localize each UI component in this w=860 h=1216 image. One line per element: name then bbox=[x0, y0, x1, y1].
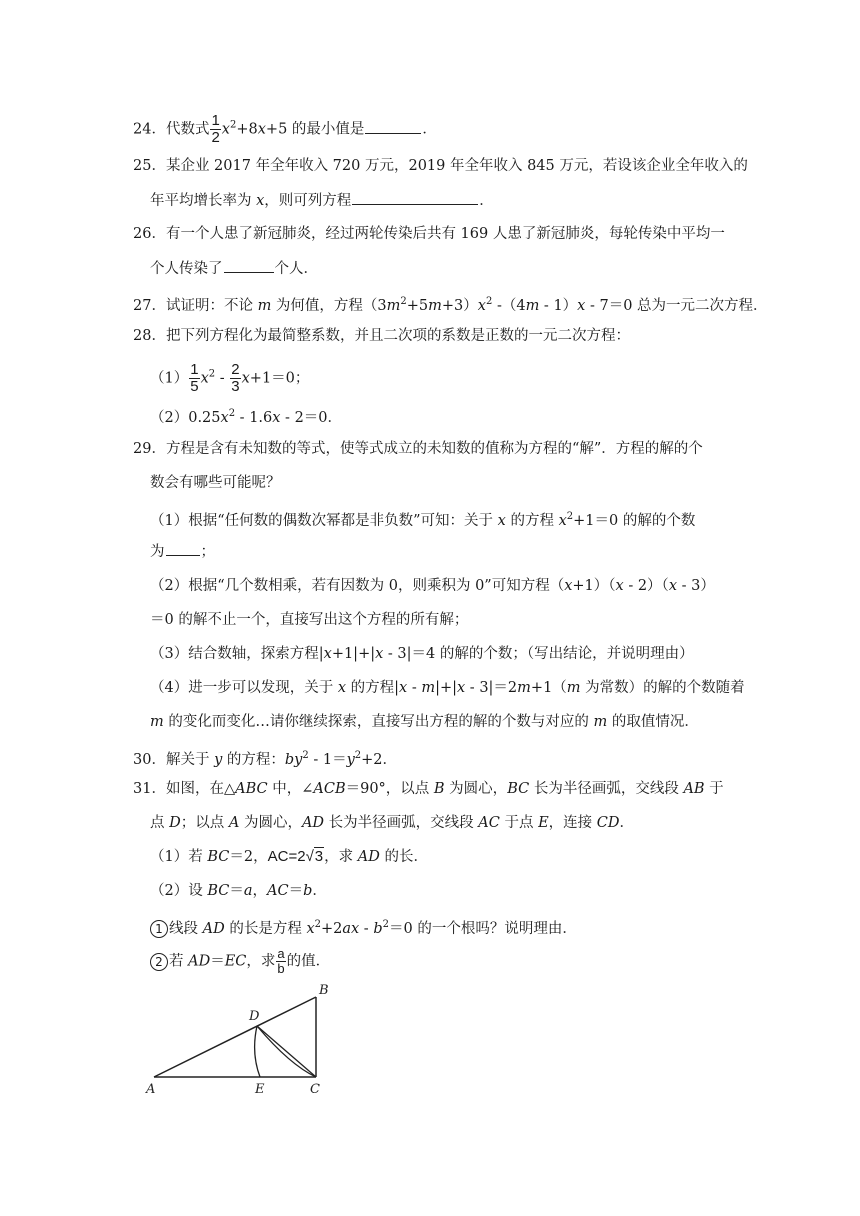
question-24: 24．代数式 $\frac{1}{2}$ $x^2+8x+5$ 的最小值是 ． bbox=[133, 112, 437, 146]
answer-blank bbox=[166, 541, 200, 556]
question-30: 30．解关于 y 的方程：$by^2 - 1=y^2+2$． bbox=[133, 750, 398, 768]
question-29-sub-1: （1）根据“任何数的偶数次幂都是非负数”可知：关于 x 的方程 $x^2+1=0$ 的解的个数 bbox=[150, 511, 696, 529]
triangle-figure bbox=[140, 975, 340, 1100]
label-A: A bbox=[146, 1082, 156, 1097]
label-E: E bbox=[255, 1082, 265, 1097]
question-28-part-2: $(2)0.25x^2 - 1.6x - 2=0$． bbox=[150, 408, 343, 426]
answer-blank bbox=[365, 119, 421, 134]
question-31-part-1: （1）若 BC＝2，AC=2√3，求 AD 的长． bbox=[150, 848, 428, 865]
answer-blank bbox=[224, 258, 274, 273]
label-B: B bbox=[319, 983, 329, 998]
label-C: C bbox=[310, 1082, 320, 1097]
circled-one-icon: 1 bbox=[150, 920, 168, 938]
question-25-line-2: 年平均增长率为 x，则可列方程 ． bbox=[150, 190, 494, 211]
fraction-two-thirds: $\frac{2}{3}$ bbox=[231, 361, 240, 395]
sqrt-expression: AC=2√3 bbox=[267, 848, 324, 865]
question-29-sub-2-cont: ＝0 的解不止一个，直接写出这个方程的所有解； bbox=[150, 612, 469, 628]
question-29-sub-1-answer: 为 ； bbox=[150, 541, 215, 562]
segment-CD bbox=[257, 1026, 316, 1077]
question-31-part-2: （2）设 BC＝a，AC＝b． bbox=[150, 883, 327, 899]
fraction-one-fifth: $\frac{1}{5}$ bbox=[190, 361, 199, 395]
question-31-line-2: 点 D；以点 A 为圆心，AD 长为半径画弧，交线段 AC 于点 E，连接 CD． bbox=[150, 815, 635, 831]
question-26-line-1: 26．有一个人患了新冠肺炎，经过两轮传染后共有 169 人患了新冠肺炎，每轮传染中平均一 bbox=[133, 226, 725, 242]
question-31-sub-1: 1 线段 AD 的长是方程 $x^2+2ax - b^2=0$ 的一个根吗？说明理由． bbox=[150, 915, 577, 939]
segment-AB bbox=[154, 997, 316, 1077]
question-29-sub-2: （2）根据“几个数相乘，若有因数为 0，则乘积为 0”可知方程（x+1）（x - 2）（x - 3） bbox=[150, 578, 715, 594]
question-31-sub-2: 2 若 AD＝EC，求 $\frac{a}{b}$ 的值． bbox=[150, 947, 330, 976]
question-29-line-1: 29．方程是含有未知数的等式，使等式成立的未知数的值称为方程的“解”．方程的解的个 bbox=[133, 441, 703, 457]
question-28: 28．把下列方程化为最简整系数，并且二次项的系数是正数的一元二次方程： bbox=[133, 328, 630, 344]
arc-A bbox=[255, 1026, 260, 1077]
question-28-part-1: （1） $\frac{1}{5}$ $x^2$ - $\frac{2}{3}$ x+1＝0； bbox=[150, 361, 310, 395]
question-27: 27．试证明：不论 m 为何值，方程$(3m^2+5m+3)x^2$ -（4m - 1）x - 7＝0 总为一元二次方程． bbox=[133, 296, 768, 314]
question-31-line-1: 31．如图，在△ABC 中，∠ACB＝90°，以点 B 为圆心，BC 长为半径画弧，交线段 AB 于 bbox=[133, 781, 724, 797]
question-25-line-1: 25．某企业 2017 年全年收入 720 万元，2019 年全年收入 845 万元，若设该企业全年收入的 bbox=[133, 158, 748, 174]
circled-two-icon: 2 bbox=[150, 953, 168, 971]
question-29-sub-3: （3）结合数轴，探索方程|x+1|+|x - 3|＝4 的解的个数；（写出结论，并说明理由） bbox=[150, 646, 694, 662]
question-26-line-2: 个人传染了 个人． bbox=[150, 258, 318, 279]
label-D: D bbox=[249, 1009, 260, 1024]
answer-blank bbox=[352, 190, 478, 205]
fraction-a-over-b: $\frac{a}{b}$ bbox=[277, 946, 285, 976]
question-29-sub-4-cont: m 的变化而变化…请你继续探索，直接写出方程的解的个数与对应的 m 的取值情况． bbox=[150, 714, 699, 730]
question-29-line-2: 数会有哪些可能呢？ bbox=[150, 475, 281, 491]
question-29-sub-4: （4）进一步可以发现，关于 x 的方程|x - m|+|x - 3|＝2m+1（m 为常数）的解的个数随着 bbox=[150, 680, 745, 696]
fraction-one-half: $\frac{1}{2}$ bbox=[211, 112, 220, 146]
